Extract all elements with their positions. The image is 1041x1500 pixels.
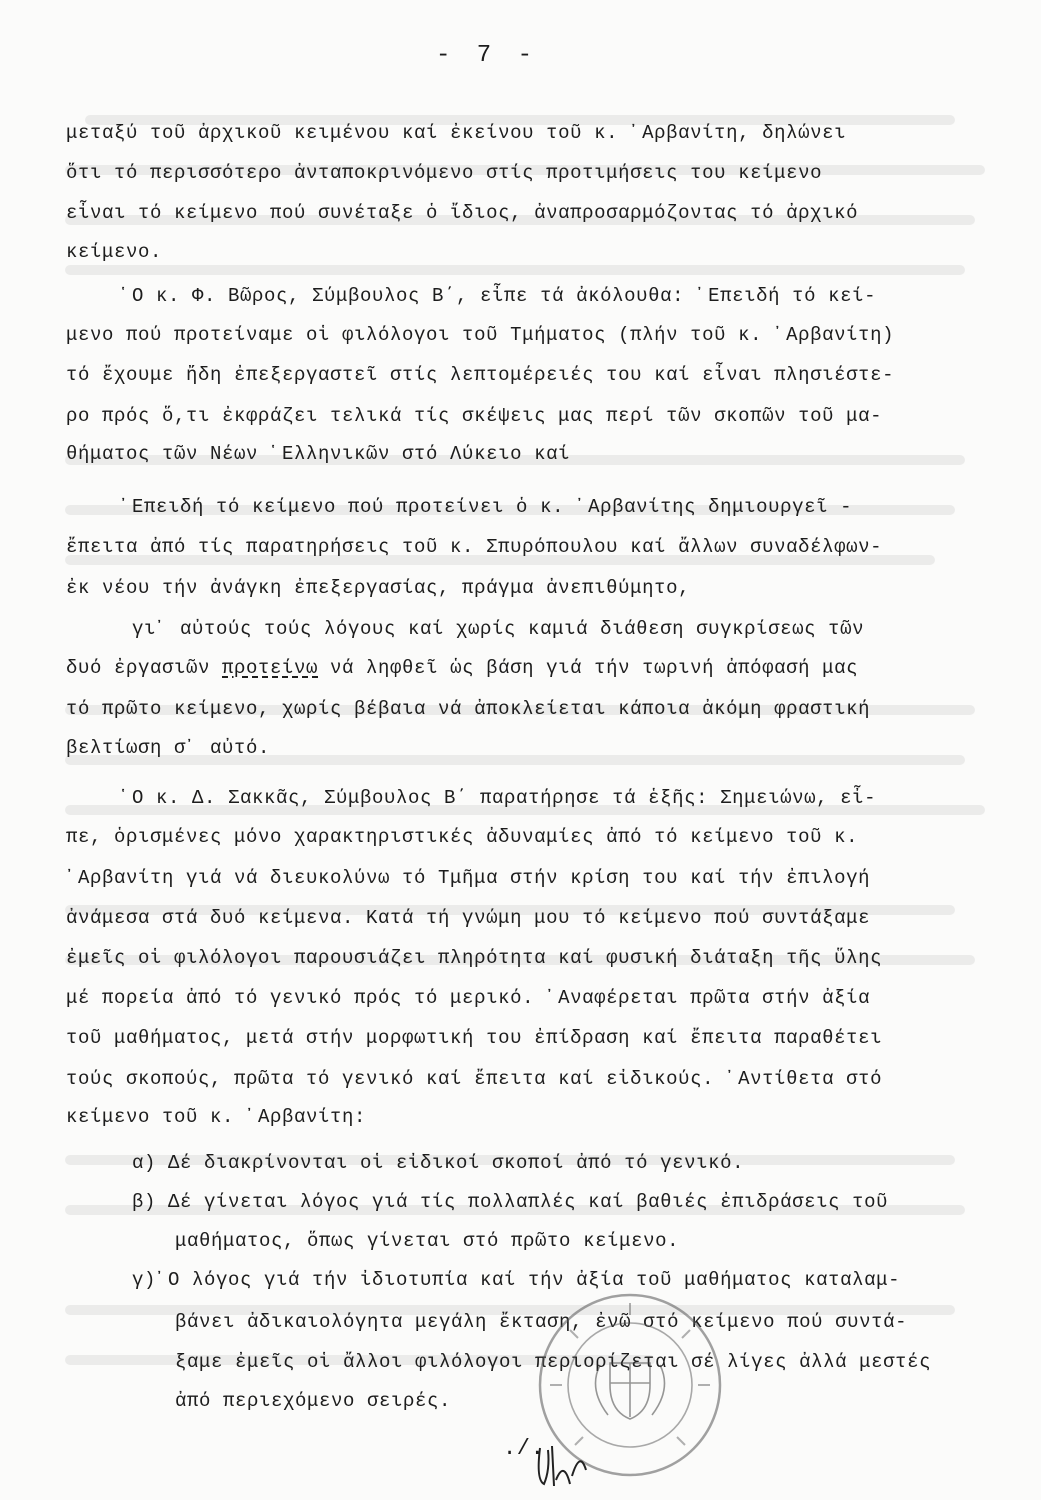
list-item-c-cont-3: ἀπό περιεχόμενο σειρές.: [175, 1390, 452, 1412]
text-line-8: ρο πρός ὅ,τι ἐκφράζει τελικά τίς σκέψεις μας περί τῶν σκοπῶν τοῦ μα-: [66, 405, 883, 427]
text-line-16: βελτίωση σ᾽ αὐτό.: [66, 737, 271, 759]
text-line-9: θήματος τῶν Νέων ῾Ελληνικῶν στό Λύκειο καί: [66, 443, 571, 465]
text-line-19: ᾽Αρβανίτη γιά νά διευκολύνω τό Τμῆμα στήν κρίση του καί τήν ἐπιλογή: [66, 867, 871, 889]
text-line-12: ἐκ νέου τήν ἀνάγκη ἐπεξεργασίας, πράγμα ἀνεπιθύμητο,: [66, 577, 691, 599]
text-line-11: ἔπειτα ἀπό τίς παρατηρήσεις τοῦ κ. Σπυρόπουλου καί ἄλλων συναδέλφων-: [66, 536, 883, 558]
text-line-4: κείμενο.: [66, 241, 163, 263]
list-item-b-cont: μαθήματος, ὅπως γίνεται στό πρῶτο κείμενο.: [175, 1230, 680, 1252]
text-line-21: ἐμεῖς οἱ φιλόλογοι παρουσιάζει πληρότητα καί φυσική διάταξη τῆς ὕλης: [66, 947, 883, 969]
text-line-14-rest: νά ληφθεῖ ὡς βάση γιά τήν τωρινή ἀπόφασή μας: [318, 657, 859, 679]
text-line-14-start: δυό ἐργασιῶν: [66, 657, 223, 679]
list-item-c: γ)᾽Ο λόγος γιά τήν ἰδιοτυπία καί τήν ἀξία τοῦ μαθήματος καταλαμ-: [132, 1269, 901, 1291]
list-item-a: α) Δέ διακρίνονται οἱ εἰδικοί σκοποί ἀπό τό γενικό.: [132, 1152, 745, 1174]
text-line-17: ῾Ο κ. Δ. Σακκᾶς, Σύμβουλος Β΄ παρατήρησε τά ἑξῆς: Σημειώνω, εἶ-: [120, 787, 877, 809]
list-item-c-cont-2: ξαμε ἐμεῖς οἱ ἄλλοι φιλόλογοι περιορίζεται σέ λίγες ἀλλά μεστές: [175, 1351, 932, 1373]
text-line-3: εἶναι τό κείμενο πού συνέταξε ὁ ἴδιος, ἀναπροσαρμόζοντας τό ἀρχικό: [66, 202, 859, 224]
text-line-23: τοῦ μαθήματος, μετά στήν μορφωτική του ἐπίδραση καί ἔπειτα παραθέτει: [66, 1027, 883, 1049]
text-line-15: τό πρῶτο κείμενο, χωρίς βέβαια νά ἀποκλείεται κάποια ἀκόμη φραστική: [66, 698, 871, 720]
text-line-25: κείμενο τοῦ κ. ᾽Αρβανίτη:: [66, 1106, 367, 1128]
text-line-22: μέ πορεία ἀπό τό γενικό πρός τό μερικό. ᾽Αναφέρεται πρῶτα στήν ἀξία: [66, 987, 871, 1009]
page-number: - 7 -: [436, 42, 539, 69]
underlined-word: προτείνω: [222, 657, 319, 679]
text-line-13: γι᾽ αὐτούς τούς λόγους καί χωρίς καμιά διάθεση συγκρίσεως τῶν: [132, 618, 865, 640]
text-line-6: μενο πού προτείναμε οἱ φιλόλογοι τοῦ Τμήματος (πλήν τοῦ κ. ᾽Αρβανίτη): [66, 324, 895, 346]
list-item-c-cont-1: βάνει ἀδικαιολόγητα μεγάλη ἔκταση, ἐνῶ στό κείμενο πού συντά-: [175, 1311, 908, 1333]
text-line-5: ῾Ο κ. Φ. Βῶρος, Σύμβουλος Β΄, εἶπε τά ἀκόλουθα: ᾽Επειδή τό κεί-: [120, 285, 877, 307]
list-item-b: β) Δέ γίνεται λόγος γιά τίς πολλαπλές καί βαθιές ἐπιδράσεις τοῦ: [132, 1191, 889, 1213]
text-line-2: ὅτι τό περισσότερο ἀνταποκρινόμενο στίς προτιμήσεις του κείμενο: [66, 162, 823, 184]
text-line-24: τούς σκοπούς, πρῶτα τό γενικό καί ἔπειτα καί εἰδικούς. ᾽Αντίθετα στό: [66, 1068, 883, 1090]
end-mark: ./.: [503, 1436, 545, 1461]
text-line-1: μεταξύ τοῦ ἀρχικοῦ κειμένου καί ἐκείνου τοῦ κ. ᾽Αρβανίτη, δηλώνει: [66, 122, 847, 144]
text-line-20: ἀνάμεσα στά δυό κείμενα. Κατά τή γνώμη μου τό κείμενο πού συντάξαμε: [66, 907, 871, 929]
text-line-18: πε, ὁρισμένες μόνο χαρακτηριστικές ἀδυναμίες ἀπό τό κείμενο τοῦ κ.: [66, 826, 859, 848]
text-line-7: τό ἔχουμε ἤδη ἐπεξεργαστεῖ στίς λεπτομέρειές του καί εἶναι πλησιέστε-: [66, 364, 895, 386]
text-line-14: [66, 656, 858, 680]
text-line-10: ᾽Επειδή τό κείμενο πού προτείνει ὁ κ. ᾽Αρβανίτης δημιουργεῖ -: [120, 496, 853, 518]
handwritten-initials: [530, 1440, 600, 1490]
